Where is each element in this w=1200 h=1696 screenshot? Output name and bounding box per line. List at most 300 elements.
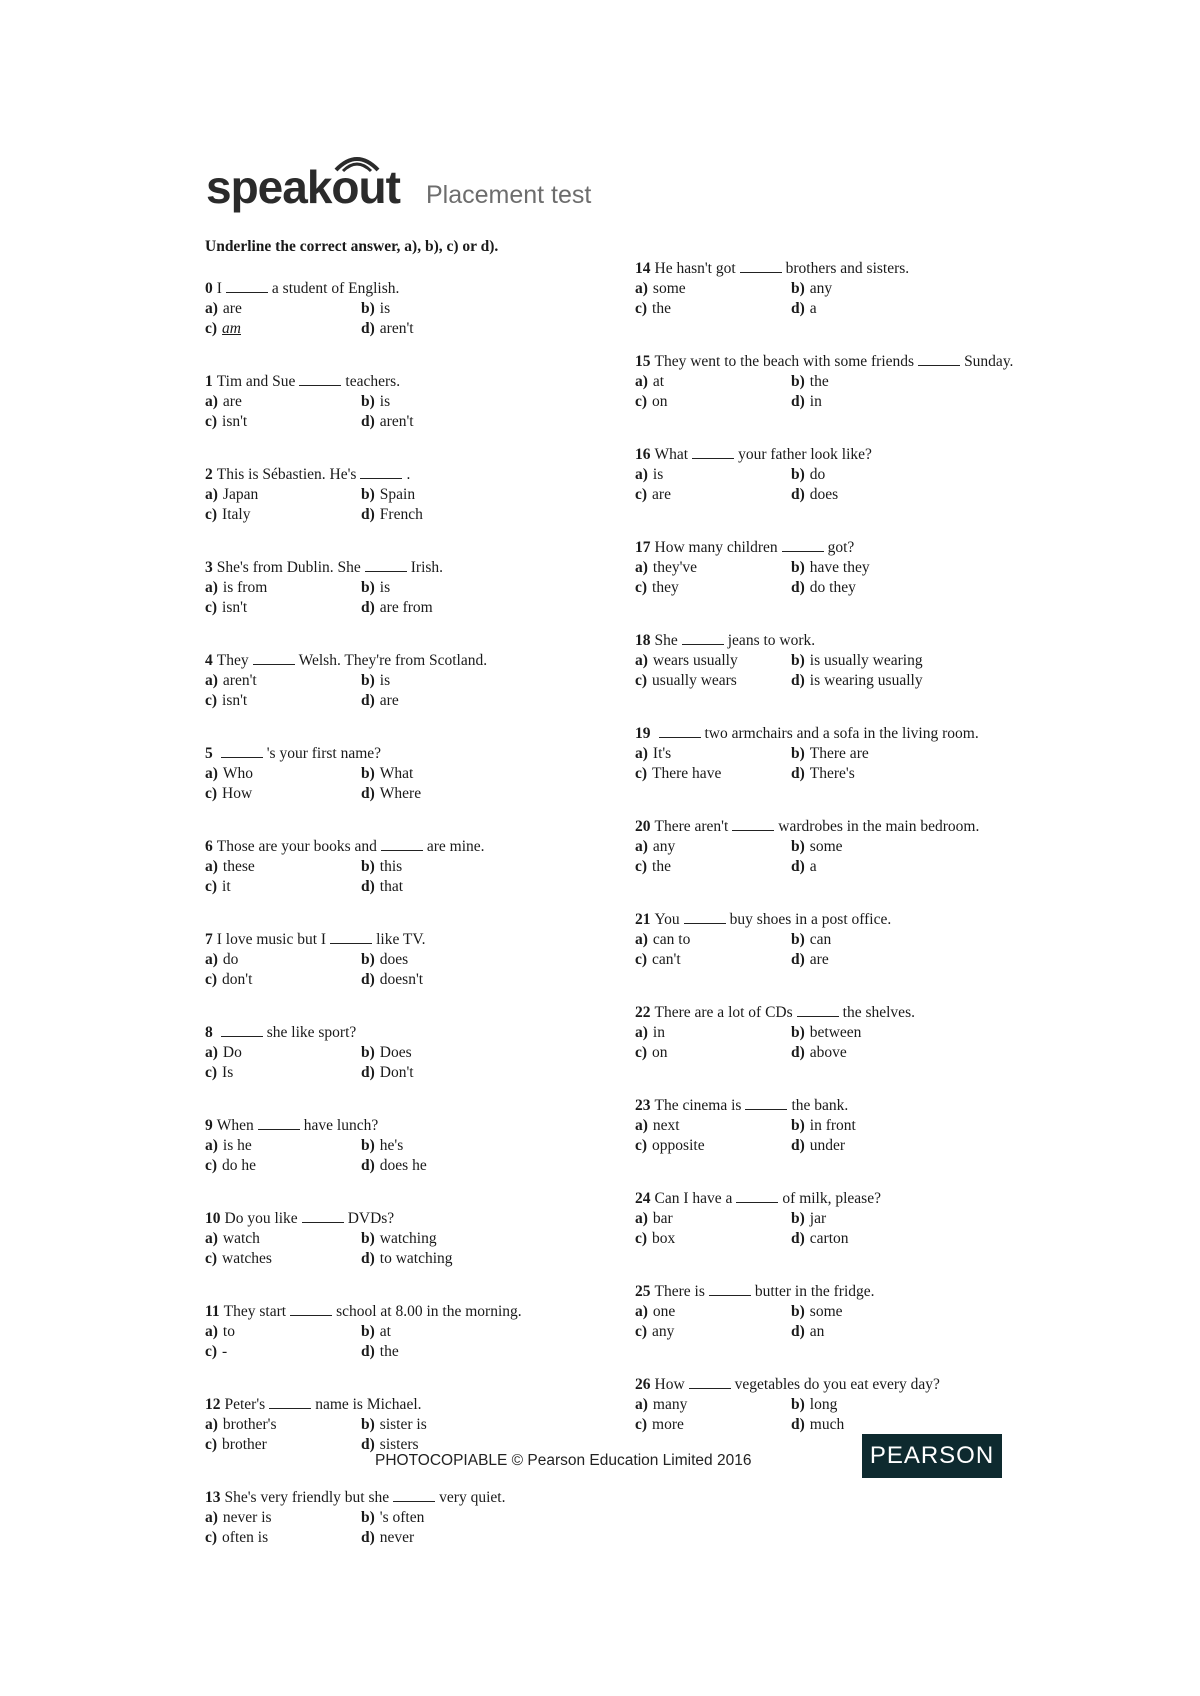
answer-option[interactable] — [791, 392, 947, 412]
answer-option[interactable] — [205, 1415, 361, 1435]
answer-option[interactable] — [791, 1043, 947, 1063]
answer-option[interactable] — [361, 691, 517, 711]
option-text: in — [809, 393, 822, 410]
answer-option[interactable] — [205, 691, 361, 711]
answer-blank — [393, 1487, 435, 1502]
option-letter: c) — [205, 692, 218, 709]
option-text: on — [652, 393, 668, 410]
answer-option[interactable] — [635, 1116, 791, 1136]
option-text: sister is — [379, 1416, 427, 1433]
answer-options — [635, 558, 1025, 598]
question-text-before: She — [654, 632, 678, 649]
answer-option[interactable] — [205, 764, 361, 784]
option-letter: a) — [205, 1137, 218, 1154]
option-letter: b) — [791, 652, 805, 669]
question-item — [205, 1022, 595, 1083]
answer-blank — [381, 836, 423, 851]
answer-option[interactable] — [361, 950, 517, 970]
answer-option[interactable] — [205, 1435, 361, 1455]
question-text-before: Can I have a — [654, 1190, 733, 1207]
option-letter: b) — [361, 300, 375, 317]
question-text-before: There aren't — [654, 818, 729, 835]
option-letter: a) — [635, 838, 648, 855]
answer-option[interactable] — [205, 1528, 361, 1548]
question-stem — [635, 444, 1025, 465]
question-item — [205, 743, 595, 804]
answer-option[interactable] — [635, 558, 791, 578]
option-letter: b) — [791, 1024, 805, 1041]
answer-blank — [689, 1374, 731, 1389]
question-stem — [205, 1022, 595, 1043]
answer-option[interactable] — [635, 578, 791, 598]
answer-option[interactable] — [791, 671, 947, 691]
option-text: box — [652, 1230, 676, 1247]
answer-option[interactable] — [205, 671, 361, 691]
answer-option[interactable] — [205, 299, 361, 319]
question-text-after: brothers and sisters. — [785, 260, 910, 277]
answer-options — [635, 651, 1025, 691]
option-text: next — [652, 1117, 680, 1134]
option-text: does he — [379, 1157, 427, 1174]
answer-option[interactable] — [361, 1508, 517, 1528]
answer-option[interactable] — [635, 671, 791, 691]
option-letter: a) — [205, 1509, 218, 1526]
answer-option[interactable] — [205, 598, 361, 618]
answer-option[interactable] — [361, 784, 517, 804]
question-number: 11 — [205, 1303, 220, 1320]
option-text: an — [809, 1323, 825, 1340]
option-text: watches — [222, 1250, 272, 1267]
option-text: aren't — [222, 672, 257, 689]
answer-option[interactable] — [205, 505, 361, 525]
option-text: are — [379, 692, 399, 709]
answer-option[interactable] — [635, 279, 791, 299]
option-text: watch — [222, 1230, 260, 1247]
option-letter: a) — [205, 951, 218, 968]
answer-option[interactable] — [361, 857, 517, 877]
option-text: more — [652, 1416, 684, 1433]
question-item — [205, 929, 595, 990]
option-text: is — [652, 466, 664, 483]
answer-option[interactable] — [361, 1043, 517, 1063]
option-letter: b) — [791, 931, 805, 948]
answer-option[interactable] — [791, 372, 947, 392]
answer-option[interactable] — [205, 1249, 361, 1269]
answer-option[interactable] — [361, 319, 517, 339]
answer-option[interactable] — [791, 1302, 947, 1322]
option-text: Does — [379, 1044, 412, 1061]
option-letter: a) — [635, 1396, 648, 1413]
question-number: 10 — [205, 1210, 221, 1227]
answer-option[interactable] — [205, 857, 361, 877]
answer-option[interactable] — [635, 837, 791, 857]
answer-option[interactable] — [635, 1302, 791, 1322]
option-letter: b) — [791, 466, 805, 483]
answer-option[interactable] — [791, 1415, 947, 1435]
speakout-logo — [206, 150, 416, 216]
answer-option[interactable] — [361, 1229, 517, 1249]
option-letter: d) — [361, 599, 375, 616]
answer-option[interactable] — [635, 744, 791, 764]
option-letter: d) — [791, 1230, 805, 1247]
answer-blank — [732, 816, 774, 831]
question-stem — [635, 1002, 1025, 1023]
question-text-before: Peter's — [224, 1396, 266, 1413]
option-text: jar — [809, 1210, 827, 1227]
answer-option[interactable] — [791, 1023, 947, 1043]
question-item — [205, 464, 595, 525]
question-text-after: are mine. — [426, 838, 485, 855]
question-item — [205, 1115, 595, 1176]
answer-option[interactable] — [205, 877, 361, 897]
question-number: 4 — [205, 652, 213, 669]
option-letter: c) — [205, 599, 218, 616]
answer-option[interactable] — [361, 671, 517, 691]
option-text: Is — [222, 1064, 234, 1081]
answer-option[interactable] — [635, 1209, 791, 1229]
option-text: There have — [652, 765, 722, 782]
option-text: any — [652, 1323, 675, 1340]
answer-option[interactable] — [791, 764, 947, 784]
answer-option[interactable] — [791, 1136, 947, 1156]
answer-option[interactable] — [635, 1322, 791, 1342]
option-letter: c) — [635, 1230, 648, 1247]
answer-blank — [330, 929, 372, 944]
question-text-after: have lunch? — [303, 1117, 379, 1134]
answer-blank — [682, 630, 724, 645]
option-letter: a) — [635, 466, 648, 483]
answer-options — [635, 1023, 1025, 1063]
option-letter: b) — [361, 858, 375, 875]
option-letter: b) — [361, 393, 375, 410]
question-item — [635, 1281, 1025, 1342]
answer-blank — [360, 464, 402, 479]
option-text: watching — [379, 1230, 437, 1247]
option-letter: d) — [361, 878, 375, 895]
option-text: he's — [379, 1137, 404, 1154]
option-letter: d) — [361, 971, 375, 988]
question-item — [205, 1208, 595, 1269]
answer-option[interactable] — [361, 1528, 517, 1548]
option-text: is — [379, 672, 391, 689]
question-text-before: Do you like — [224, 1210, 298, 1227]
question-text-after: Irish. — [410, 559, 444, 576]
option-text: Italy — [222, 506, 251, 523]
option-text: do — [222, 951, 239, 968]
answer-option[interactable] — [635, 1043, 791, 1063]
question-stem — [635, 723, 1025, 744]
question-stem — [205, 743, 595, 764]
option-letter: d) — [361, 785, 375, 802]
option-text: never is — [222, 1509, 272, 1526]
option-text: to watching — [379, 1250, 453, 1267]
question-stem — [205, 557, 595, 578]
option-letter: a) — [635, 652, 648, 669]
logo-wordmark: speakout — [206, 161, 400, 213]
option-text: much — [809, 1416, 845, 1433]
question-text-after: teachers. — [345, 373, 401, 390]
answer-option[interactable] — [791, 1322, 947, 1342]
option-text: is wearing usually — [809, 672, 923, 689]
option-letter: a) — [635, 1024, 648, 1041]
question-text-after: 's your first name? — [266, 745, 382, 762]
option-letter: c) — [205, 1157, 218, 1174]
question-number: 24 — [635, 1190, 651, 1207]
question-stem — [635, 909, 1025, 930]
answer-option[interactable] — [205, 1063, 361, 1083]
option-text: is — [379, 393, 391, 410]
question-text-after: vegetables do you eat every day? — [734, 1376, 940, 1393]
answer-option[interactable] — [791, 1209, 947, 1229]
answer-option[interactable] — [205, 1229, 361, 1249]
answer-option[interactable] — [791, 299, 947, 319]
option-letter: d) — [361, 1343, 375, 1360]
answer-option[interactable] — [635, 857, 791, 877]
test-subtitle: Placement test — [426, 181, 592, 209]
answer-option[interactable] — [635, 485, 791, 505]
question-text-after: like TV. — [376, 931, 426, 948]
answer-option[interactable] — [791, 279, 947, 299]
answer-option[interactable] — [205, 392, 361, 412]
answer-option[interactable] — [361, 299, 517, 319]
option-text: never — [379, 1529, 415, 1546]
answer-option[interactable] — [361, 1136, 517, 1156]
question-text-before: Those are your books and — [216, 838, 377, 855]
option-text: the — [652, 300, 671, 317]
option-text: many — [652, 1396, 688, 1413]
option-letter: b) — [791, 838, 805, 855]
answer-option[interactable] — [791, 857, 947, 877]
answer-option[interactable] — [635, 392, 791, 412]
option-letter: a) — [205, 1230, 218, 1247]
answer-option[interactable] — [791, 1395, 947, 1415]
answer-option[interactable] — [791, 578, 947, 598]
option-letter: c) — [205, 506, 218, 523]
answer-options — [635, 1395, 1025, 1435]
answer-option[interactable] — [635, 372, 791, 392]
option-letter: d) — [791, 858, 805, 875]
answer-option[interactable] — [791, 930, 947, 950]
answer-option[interactable] — [205, 784, 361, 804]
answer-options — [635, 930, 1025, 970]
answer-option[interactable] — [205, 970, 361, 990]
option-text: often is — [222, 1529, 269, 1546]
option-text: - — [222, 1343, 228, 1360]
answer-option[interactable] — [361, 970, 517, 990]
question-stem — [205, 464, 595, 485]
option-letter: d) — [361, 320, 375, 337]
question-number: 9 — [205, 1117, 213, 1134]
question-item — [635, 723, 1025, 784]
question-number: 5 — [205, 745, 213, 762]
question-stem — [205, 371, 595, 392]
answer-option[interactable] — [205, 1043, 361, 1063]
question-number: 25 — [635, 1283, 651, 1300]
answer-option[interactable] — [361, 578, 517, 598]
question-text-after: your father look like? — [738, 446, 872, 463]
question-text-before: She's from Dublin. She — [216, 559, 361, 576]
option-text: aren't — [379, 413, 414, 430]
answer-option[interactable] — [635, 930, 791, 950]
option-letter: c) — [635, 858, 648, 875]
answer-option[interactable] — [205, 485, 361, 505]
answer-option[interactable] — [791, 744, 947, 764]
question-text-after: jeans to work. — [727, 632, 816, 649]
answer-option[interactable] — [361, 764, 517, 784]
option-letter: d) — [791, 765, 805, 782]
option-letter: b) — [361, 1509, 375, 1526]
question-item — [635, 444, 1025, 505]
option-letter: c) — [205, 971, 218, 988]
answer-option[interactable] — [205, 1322, 361, 1342]
question-number: 14 — [635, 260, 651, 277]
answer-option[interactable] — [205, 1156, 361, 1176]
answer-option[interactable] — [791, 1116, 947, 1136]
answer-option[interactable] — [635, 1415, 791, 1435]
option-letter: d) — [791, 486, 805, 503]
option-letter: c) — [205, 785, 218, 802]
answer-option[interactable] — [361, 1063, 517, 1083]
option-text: Don't — [379, 1064, 414, 1081]
question-stem — [635, 1188, 1025, 1209]
answer-option[interactable] — [361, 598, 517, 618]
option-text: is he — [222, 1137, 252, 1154]
answer-option[interactable] — [635, 299, 791, 319]
option-letter: c) — [635, 1044, 648, 1061]
option-text: am — [222, 320, 241, 337]
answer-option[interactable] — [205, 1136, 361, 1156]
option-text: 's often — [379, 1509, 425, 1526]
answer-option[interactable] — [791, 950, 947, 970]
question-number: 6 — [205, 838, 213, 855]
answer-blank — [797, 1002, 839, 1017]
answer-options — [635, 1302, 1025, 1342]
question-number: 21 — [635, 911, 651, 928]
question-number: 19 — [635, 725, 651, 742]
question-item — [635, 1374, 1025, 1435]
question-number: 0 — [205, 280, 213, 297]
question-stem — [205, 1115, 595, 1136]
answer-option[interactable] — [205, 1342, 361, 1362]
question-text-before: I — [216, 280, 222, 297]
option-text: between — [809, 1024, 862, 1041]
answer-option[interactable] — [635, 950, 791, 970]
question-number: 7 — [205, 931, 213, 948]
option-letter: a) — [635, 280, 648, 297]
answer-option[interactable] — [791, 651, 947, 671]
question-item — [635, 537, 1025, 598]
option-letter: b) — [791, 745, 805, 762]
answer-option[interactable] — [635, 1136, 791, 1156]
answer-option[interactable] — [635, 764, 791, 784]
left-question-column — [205, 278, 595, 1580]
question-item — [635, 630, 1025, 691]
option-text: do — [809, 466, 826, 483]
answer-option[interactable] — [361, 392, 517, 412]
answer-blank — [745, 1095, 787, 1110]
option-letter: c) — [635, 672, 648, 689]
option-letter: b) — [361, 951, 375, 968]
answer-option[interactable] — [635, 1023, 791, 1043]
question-stem — [205, 836, 595, 857]
question-stem — [205, 1394, 595, 1415]
answer-option[interactable] — [205, 578, 361, 598]
option-letter: c) — [635, 486, 648, 503]
option-text: aren't — [379, 320, 414, 337]
answer-option[interactable] — [791, 558, 947, 578]
answer-option[interactable] — [205, 950, 361, 970]
answer-option[interactable] — [635, 651, 791, 671]
question-text-before: They start — [223, 1303, 287, 1320]
option-text: have they — [809, 559, 870, 576]
answer-option[interactable] — [361, 412, 517, 432]
answer-options — [635, 1116, 1025, 1156]
question-stem — [635, 351, 1025, 372]
option-text: Where — [379, 785, 422, 802]
option-letter: a) — [635, 745, 648, 762]
option-letter: a) — [635, 559, 648, 576]
answer-option[interactable] — [635, 1229, 791, 1249]
answer-option[interactable] — [361, 1415, 517, 1435]
answer-option[interactable] — [361, 877, 517, 897]
answer-options — [205, 1415, 595, 1455]
option-letter: d) — [791, 300, 805, 317]
answer-option[interactable] — [361, 1322, 517, 1342]
answer-blank — [290, 1301, 332, 1316]
option-letter: a) — [635, 931, 648, 948]
option-letter: a) — [205, 486, 218, 503]
option-text: sisters — [379, 1436, 419, 1453]
answer-option[interactable] — [635, 465, 791, 485]
answer-option[interactable] — [361, 1156, 517, 1176]
option-text: It's — [652, 745, 672, 762]
answer-option[interactable] — [791, 837, 947, 857]
answer-blank — [302, 1208, 344, 1223]
option-letter: b) — [361, 1137, 375, 1154]
question-number: 17 — [635, 539, 651, 556]
answer-option[interactable] — [361, 1342, 517, 1362]
answer-option[interactable] — [361, 485, 517, 505]
question-item — [635, 816, 1025, 877]
option-letter: d) — [361, 1157, 375, 1174]
answer-option[interactable] — [361, 1249, 517, 1269]
answer-option[interactable] — [635, 1395, 791, 1415]
question-item — [205, 278, 595, 339]
answer-option[interactable] — [791, 465, 947, 485]
option-text: is usually wearing — [809, 652, 923, 669]
option-letter: b) — [791, 559, 805, 576]
answer-option[interactable] — [791, 485, 947, 505]
answer-blank — [253, 650, 295, 665]
answer-blank — [736, 1188, 778, 1203]
option-text: usually wears — [652, 672, 737, 689]
question-item — [635, 258, 1025, 319]
question-item — [205, 1301, 595, 1362]
answer-options — [205, 1229, 595, 1269]
answer-option[interactable] — [205, 1508, 361, 1528]
option-letter: a) — [205, 579, 218, 596]
option-text: opposite — [652, 1137, 705, 1154]
question-text-after: school at 8.00 in the morning. — [336, 1303, 522, 1320]
answer-option[interactable] — [791, 1229, 947, 1249]
option-letter: c) — [635, 1323, 648, 1340]
answer-option[interactable] — [205, 319, 361, 339]
question-text-after: Welsh. They're from Scotland. — [298, 652, 488, 669]
question-item — [205, 1394, 595, 1455]
answer-option[interactable] — [205, 412, 361, 432]
answer-blank — [299, 371, 341, 386]
answer-option[interactable] — [361, 505, 517, 525]
